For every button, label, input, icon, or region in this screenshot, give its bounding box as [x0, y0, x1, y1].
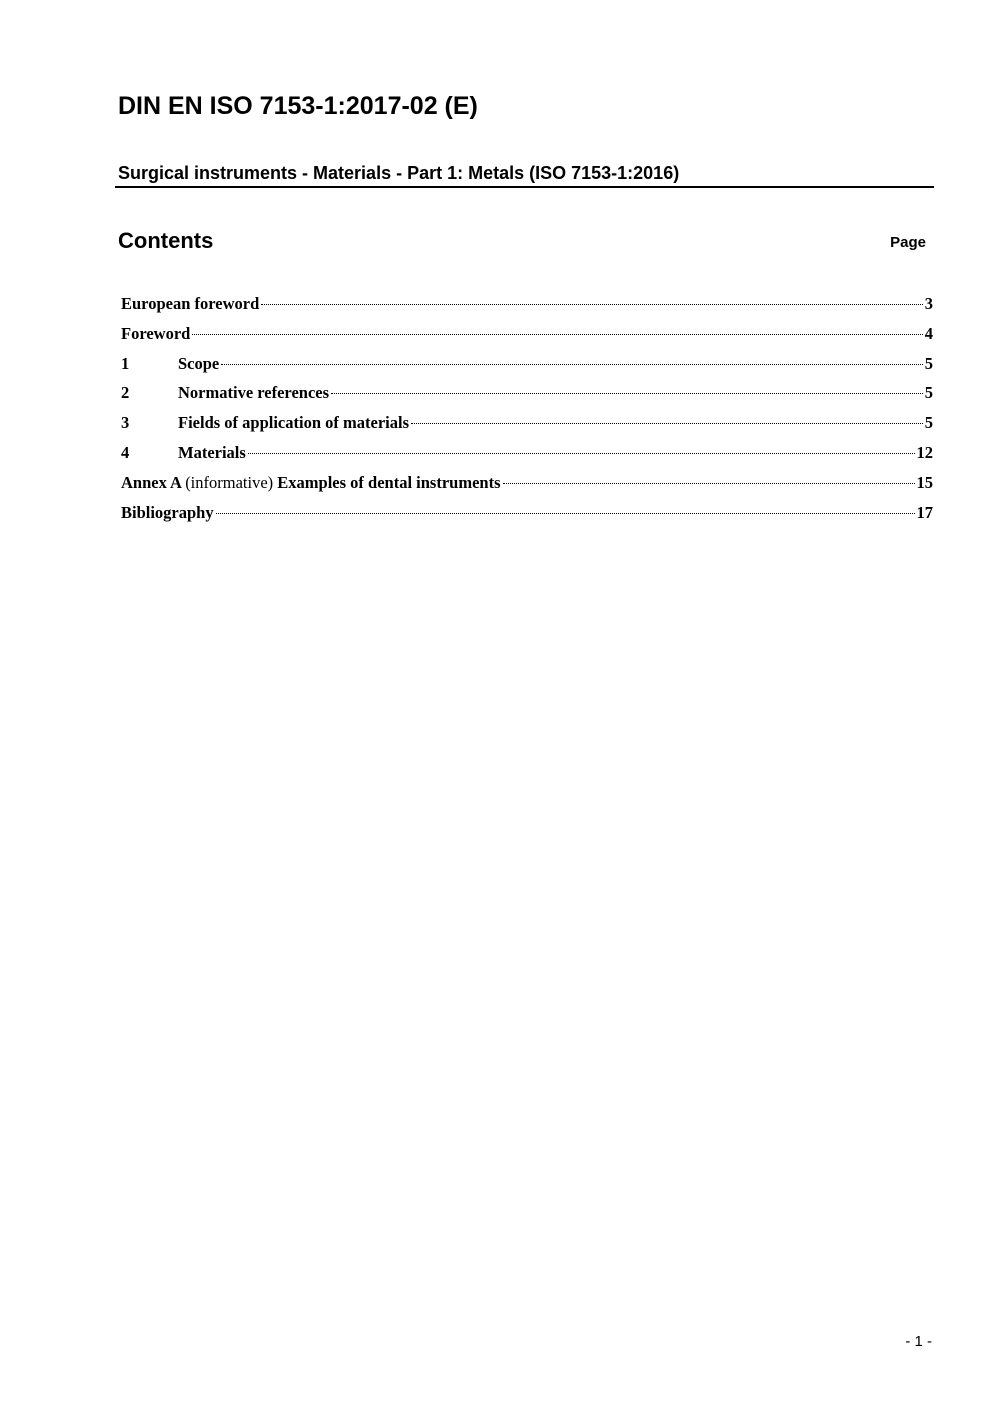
document-subtitle: Surgical instruments - Materials - Part 1: Metals (ISO 7153-1:2016): [118, 163, 680, 183]
toc-entry-european-foreword[interactable]: [121, 294, 933, 324]
toc-entry-page: 12: [916, 442, 933, 462]
contents-heading: Contents: [118, 228, 214, 253]
toc-entry-page: 5: [924, 353, 933, 373]
toc-entry-number: 2: [121, 383, 130, 403]
toc-dot-leader: [261, 304, 922, 305]
toc-dot-leader: [503, 483, 915, 484]
toc-entry-page: 5: [924, 383, 933, 403]
toc-entry-title: Normative references: [178, 383, 330, 403]
toc-entry-title: Fields of application of materials: [178, 413, 409, 433]
toc-entry-foreword[interactable]: [121, 324, 933, 354]
toc-entry-title: Foreword: [121, 323, 191, 343]
toc-entry-page: 3: [924, 294, 933, 313]
toc-entry-number: 4: [121, 442, 130, 462]
subtitle-underline: [115, 186, 934, 188]
toc-entry-title: Materials: [178, 442, 246, 462]
toc-entry-title: Scope: [178, 353, 220, 373]
toc-entry-title: Bibliography: [121, 502, 214, 522]
table-of-contents: [121, 294, 933, 532]
toc-entry-title: [121, 473, 501, 493]
annex-qualifier: (informative): [185, 472, 274, 492]
toc-entry-page: 17: [916, 502, 933, 522]
toc-entry-materials[interactable]: [121, 443, 933, 473]
toc-entry-page: 15: [916, 472, 933, 492]
toc-dot-leader: [221, 364, 923, 365]
document-title: DIN EN ISO 7153-1:2017-02 (E): [118, 92, 478, 120]
toc-entry-annex-a[interactable]: [121, 473, 933, 503]
toc-entry-page: 5: [924, 413, 933, 433]
toc-entry-title: European foreword: [121, 294, 260, 313]
toc-entry-fields-of-application[interactable]: [121, 413, 933, 443]
toc-entry-normative-references[interactable]: [121, 383, 933, 413]
toc-dot-leader: [192, 334, 922, 335]
toc-dot-leader: [331, 393, 923, 394]
toc-entry-number: 3: [121, 413, 130, 433]
page-column-label: Page: [890, 234, 926, 251]
annex-label: Annex A: [121, 472, 182, 492]
page-number: - 1 -: [905, 1333, 932, 1350]
toc-entry-number: 1: [121, 353, 130, 373]
toc-dot-leader: [248, 453, 915, 454]
annex-title: Examples of dental instruments: [277, 472, 501, 492]
toc-entry-page: 4: [924, 323, 933, 343]
toc-dot-leader: [216, 513, 915, 514]
toc-dot-leader: [411, 423, 923, 424]
toc-entry-scope[interactable]: [121, 354, 933, 384]
toc-entry-bibliography[interactable]: [121, 503, 933, 533]
